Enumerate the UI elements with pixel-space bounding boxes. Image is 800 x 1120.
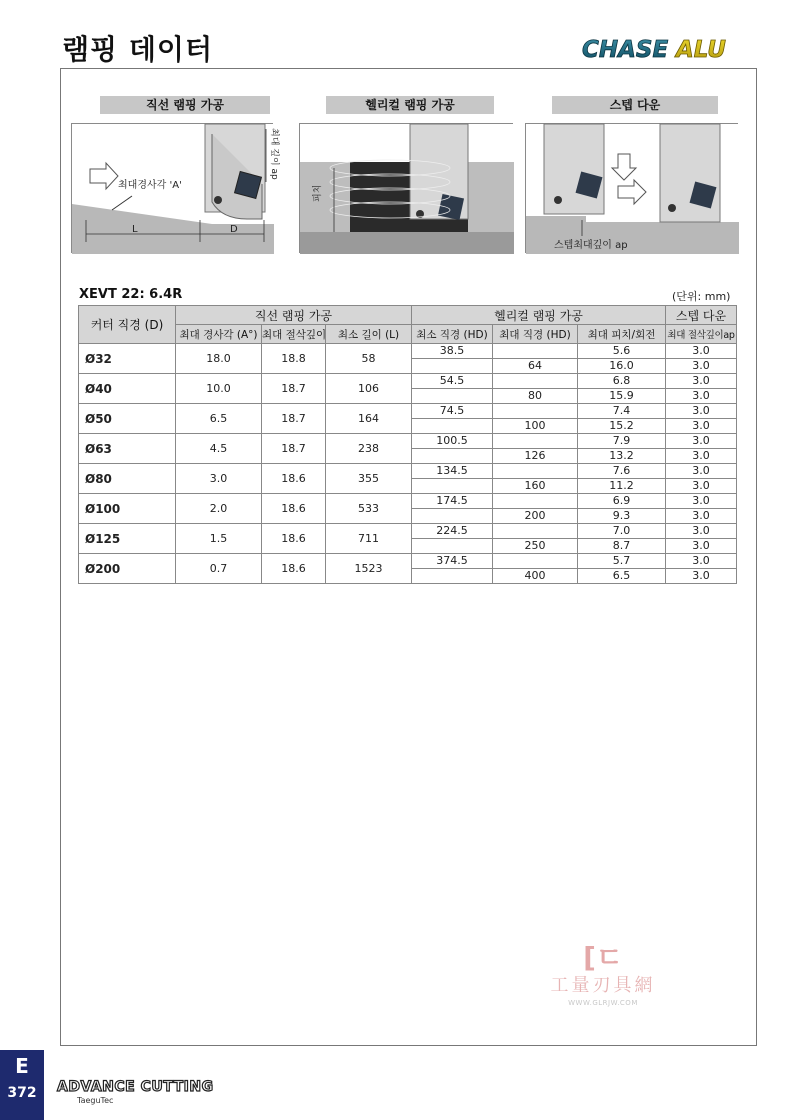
pitch-cell: 8.7 xyxy=(578,539,666,554)
max-hd-header: 최대 직경 (HD) xyxy=(493,325,578,344)
max-angle-cell: 10.0 xyxy=(176,374,262,404)
max-hd-empty-cell xyxy=(493,464,578,479)
min-length-cell: 533 xyxy=(326,494,412,524)
max-hd-cell: 80 xyxy=(493,389,578,404)
min-hd-empty-cell xyxy=(412,509,493,524)
footer-sub-text: TaeguTec xyxy=(77,1096,114,1105)
pitch-cell: 6.8 xyxy=(578,374,666,389)
pitch-cell: 15.9 xyxy=(578,389,666,404)
max-angle-cell: 4.5 xyxy=(176,434,262,464)
max-depth-cell: 18.6 xyxy=(262,494,326,524)
max-hd-cell: 100 xyxy=(493,419,578,434)
max-hd-cell: 160 xyxy=(493,479,578,494)
max-pitch-header: 최대 피치/회전 xyxy=(578,325,666,344)
min-length-cell: 711 xyxy=(326,524,412,554)
pitch-cell: 7.9 xyxy=(578,434,666,449)
step-depth-cell: 3.0 xyxy=(666,569,737,584)
table-row xyxy=(79,464,737,479)
unit-label: (단위: mm) xyxy=(672,290,731,303)
max-angle-header: 최대 경사각 (A°) xyxy=(176,325,262,344)
step-depth-header: 최대 절삭깊이ap xyxy=(666,325,737,344)
cutter-dia-cell: Ø100 xyxy=(79,494,176,524)
min-hd-empty-cell xyxy=(412,389,493,404)
max-depth-label: 최대 깊이 ap xyxy=(269,128,279,180)
step-depth-cell: 3.0 xyxy=(666,509,737,524)
cutter-dia-cell: Ø50 xyxy=(79,404,176,434)
pitch-cell: 6.9 xyxy=(578,494,666,509)
pitch-cell: 5.6 xyxy=(578,344,666,359)
step-depth-label: 스텝최대깊이 ap xyxy=(554,240,628,251)
max-depth-header: 최대 절삭깊이 xyxy=(262,325,326,344)
pitch-cell: 11.2 xyxy=(578,479,666,494)
step-depth-cell: 3.0 xyxy=(666,464,737,479)
max-hd-empty-cell xyxy=(493,434,578,449)
step-depth-cell: 3.0 xyxy=(666,554,737,569)
step-depth-cell: 3.0 xyxy=(666,419,737,434)
footer-logo-text: ADVANCE CUTTING xyxy=(57,1079,214,1095)
pitch-cell: 16.0 xyxy=(578,359,666,374)
max-hd-cell: 64 xyxy=(493,359,578,374)
pitch-cell: 13.2 xyxy=(578,449,666,464)
step-depth-cell: 3.0 xyxy=(666,449,737,464)
cutter-dia-cell: Ø125 xyxy=(79,524,176,554)
max-hd-empty-cell xyxy=(493,554,578,569)
chasealu-logo xyxy=(580,30,762,66)
max-hd-empty-cell xyxy=(493,374,578,389)
diameter-d-label: D xyxy=(230,224,238,235)
pitch-label: 피치 xyxy=(313,184,323,202)
max-angle-cell: 2.0 xyxy=(176,494,262,524)
min-hd-cell: 224.5 xyxy=(412,524,493,539)
straight-ramping-header: 직선 램핑 가공 xyxy=(100,96,270,114)
pitch-cell: 15.2 xyxy=(578,419,666,434)
step-depth-cell: 3.0 xyxy=(666,434,737,449)
pitch-cell: 7.4 xyxy=(578,404,666,419)
cutter-dia-cell: Ø32 xyxy=(79,344,176,374)
min-length-cell: 106 xyxy=(326,374,412,404)
min-hd-cell: 374.5 xyxy=(412,554,493,569)
table-row xyxy=(79,374,737,389)
section-letter: E xyxy=(15,1054,29,1078)
max-depth-cell: 18.7 xyxy=(262,374,326,404)
pitch-cell: 7.0 xyxy=(578,524,666,539)
min-length-cell: 238 xyxy=(326,434,412,464)
model-title: XEVT 22: 6.4R xyxy=(79,287,183,302)
helical-group-header: 헬리컬 램핑 가공 xyxy=(412,306,666,325)
step-depth-cell: 3.0 xyxy=(666,344,737,359)
max-hd-empty-cell xyxy=(493,404,578,419)
max-depth-cell: 18.6 xyxy=(262,554,326,584)
pitch-cell: 7.6 xyxy=(578,464,666,479)
min-length-cell: 58 xyxy=(326,344,412,374)
min-hd-cell: 174.5 xyxy=(412,494,493,509)
table-row xyxy=(79,524,737,539)
min-hd-empty-cell xyxy=(412,419,493,434)
max-depth-cell: 18.8 xyxy=(262,344,326,374)
max-hd-cell: 250 xyxy=(493,539,578,554)
straight-group-header: 직선 램핑 가공 xyxy=(176,306,412,325)
min-hd-cell: 74.5 xyxy=(412,404,493,419)
min-hd-cell: 100.5 xyxy=(412,434,493,449)
min-hd-empty-cell xyxy=(412,359,493,374)
watermark-url: WWW.GLRJW.COM xyxy=(568,999,638,1007)
min-length-header: 최소 길이 (L) xyxy=(326,325,412,344)
min-hd-empty-cell xyxy=(412,449,493,464)
logo-chase-text: CHASE xyxy=(582,37,669,63)
table-row xyxy=(79,344,737,359)
max-hd-cell: 126 xyxy=(493,449,578,464)
page-number: 372 xyxy=(7,1085,37,1101)
min-hd-empty-cell xyxy=(412,479,493,494)
min-hd-header: 최소 직경 (HD) xyxy=(412,325,493,344)
max-angle-label: 최대경사각 'A' xyxy=(118,180,182,191)
watermark-mark: [ㄷ xyxy=(583,941,623,974)
min-hd-cell: 134.5 xyxy=(412,464,493,479)
max-depth-cell: 18.6 xyxy=(262,524,326,554)
logo-alu-text: ALU xyxy=(676,37,726,63)
cutter-dia-cell: Ø80 xyxy=(79,464,176,494)
max-depth-cell: 18.7 xyxy=(262,434,326,464)
step-depth-cell: 3.0 xyxy=(666,389,737,404)
min-hd-cell: 38.5 xyxy=(412,344,493,359)
step-group-header: 스텝 다운 xyxy=(666,306,737,325)
max-depth-cell: 18.6 xyxy=(262,464,326,494)
step-depth-cell: 3.0 xyxy=(666,494,737,509)
max-hd-empty-cell xyxy=(493,344,578,359)
straight-ramping-diagram xyxy=(71,123,279,253)
table-row xyxy=(79,554,737,569)
helical-ramping-diagram xyxy=(299,123,513,253)
helical-ramping-header: 헬리컬 램핑 가공 xyxy=(326,96,494,114)
step-depth-cell: 3.0 xyxy=(666,359,737,374)
watermark-text: 工量刃具網 xyxy=(550,975,656,996)
step-depth-cell: 3.0 xyxy=(666,479,737,494)
cutter-dia-cell: Ø63 xyxy=(79,434,176,464)
step-depth-cell: 3.0 xyxy=(666,374,737,389)
max-hd-empty-cell xyxy=(493,494,578,509)
min-hd-empty-cell xyxy=(412,539,493,554)
max-depth-cell: 18.7 xyxy=(262,404,326,434)
min-length-cell: 355 xyxy=(326,464,412,494)
max-angle-cell: 1.5 xyxy=(176,524,262,554)
step-depth-cell: 3.0 xyxy=(666,524,737,539)
step-depth-cell: 3.0 xyxy=(666,404,737,419)
cutter-dia-cell: Ø200 xyxy=(79,554,176,584)
max-angle-cell: 6.5 xyxy=(176,404,262,434)
pitch-cell: 5.7 xyxy=(578,554,666,569)
advance-cutting-logo xyxy=(55,1073,214,1105)
pitch-cell: 6.5 xyxy=(578,569,666,584)
max-angle-cell: 0.7 xyxy=(176,554,262,584)
table-row xyxy=(79,434,737,449)
min-hd-cell: 54.5 xyxy=(412,374,493,389)
watermark xyxy=(528,942,678,1016)
max-hd-cell: 200 xyxy=(493,509,578,524)
cutter-dia-cell: Ø40 xyxy=(79,374,176,404)
pitch-cell: 9.3 xyxy=(578,509,666,524)
step-down-diagram xyxy=(525,123,738,253)
step-depth-cell: 3.0 xyxy=(666,539,737,554)
max-angle-cell: 18.0 xyxy=(176,344,262,374)
max-angle-cell: 3.0 xyxy=(176,464,262,494)
min-length-cell: 164 xyxy=(326,404,412,434)
min-length-cell: 1523 xyxy=(326,554,412,584)
cutter-dia-header: 커터 직경 (D) xyxy=(79,306,176,344)
page-title: 램핑 데이터 xyxy=(62,33,213,66)
table-row xyxy=(79,494,737,509)
min-hd-empty-cell xyxy=(412,569,493,584)
section-tab xyxy=(0,1050,44,1120)
table-row xyxy=(79,404,737,419)
ramping-data-table xyxy=(78,305,737,584)
max-hd-empty-cell xyxy=(493,524,578,539)
step-down-header: 스텝 다운 xyxy=(552,96,718,114)
length-l-label: L xyxy=(132,224,138,235)
max-hd-cell: 400 xyxy=(493,569,578,584)
